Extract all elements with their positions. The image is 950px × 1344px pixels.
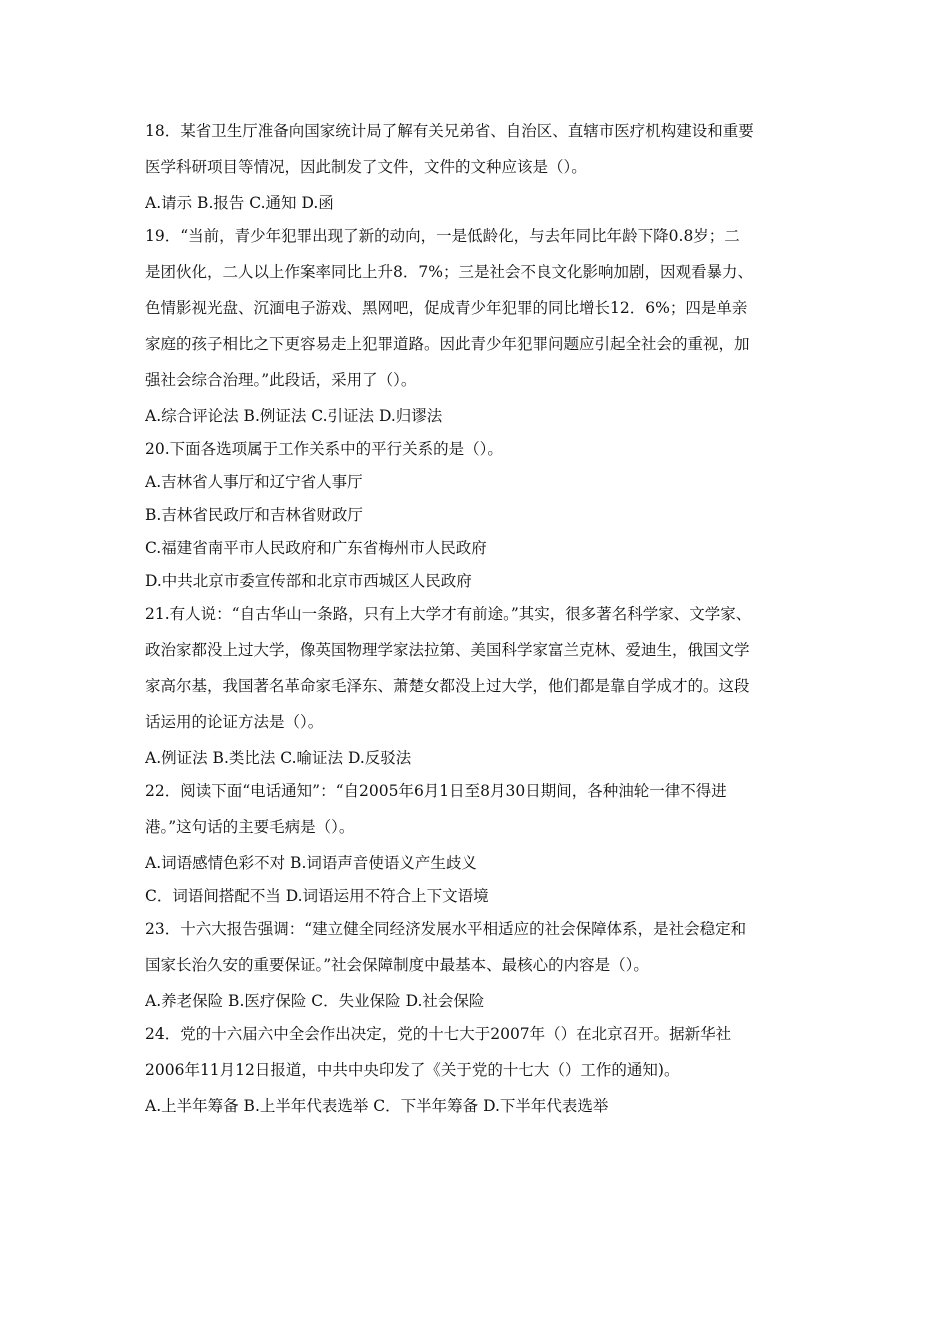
question-line: 2006年11月12日报道，中共中央印发了《关于党的十七大（）工作的通知)。	[145, 1061, 680, 1079]
option-line: A.上半年筹备 B.上半年代表选举 C．下半年筹备 D.下半年代表选举	[145, 1097, 609, 1115]
question-line: 21.有人说：“自古华山一条路，只有上大学才有前途。”其实，很多著名科学家、文学家、	[145, 605, 752, 623]
question-line: 23．十六大报告强调：“建立健全同经济发展水平相适应的社会保障体系，是社会稳定和	[145, 920, 747, 938]
option-line: A.养老保险 B.医疗保险 C．失业保险 D.社会保险	[145, 992, 485, 1010]
question-line: 港。”这句话的主要毛病是（）。	[145, 818, 355, 836]
question-line: 24．党的十六届六中全会作出决定，党的十七大于2007年（）在北京召开。据新华社	[145, 1025, 732, 1043]
question-line: 医学科研项目等情况，因此制发了文件，文件的文种应该是（）。	[145, 158, 587, 176]
option-line: B.吉林省民政厅和吉林省财政厅	[145, 506, 363, 524]
option-line: A.请示 B.报告 C.通知 D.函	[145, 194, 334, 212]
option-line: 20.下面各选项属于工作关系中的平行关系的是（）。	[145, 440, 503, 458]
option-line: C．词语间搭配不当 D.词语运用不符合上下文语境	[145, 887, 489, 905]
question-line: 家高尔基，我国著名革命家毛泽东、萧楚女都没上过大学，他们都是靠自学成才的。这段	[145, 677, 750, 695]
option-line: A.例证法 B.类比法 C.喻证法 D.反驳法	[145, 749, 412, 767]
question-line: 话运用的论证方法是（）。	[145, 713, 324, 731]
document-body	[145, 121, 835, 1129]
question-line: 政治家都没上过大学，像英国物理学家法拉第、美国科学家富兰克林、爱迪生，俄国文学	[145, 641, 750, 659]
question-line: 色情影视光盘、沉湎电子游戏、黑网吧，促成青少年犯罪的同比增长12．6%；四是单亲	[145, 299, 748, 317]
option-line: D.中共北京市委宣传部和北京市西城区人民政府	[145, 572, 472, 590]
question-line: 是团伙化，二人以上作案率同比上升8．7%；三是社会不良文化影响加剧，因观看暴力、	[145, 263, 753, 281]
question-line: 19．“当前，青少年犯罪出现了新的动向，一是低龄化，与去年同比年龄下降0.8岁；二	[145, 227, 740, 245]
option-line: A.词语感情色彩不对 B.词语声音使语义产生歧义	[145, 854, 477, 872]
question-line: 强社会综合治理。”此段话，采用了（）。	[145, 371, 417, 389]
option-line: A.吉林省人事厅和辽宁省人事厅	[145, 473, 363, 491]
question-line: 家庭的孩子相比之下更容易走上犯罪道路。因此青少年犯罪问题应引起全社会的重视，加	[145, 335, 750, 353]
option-line: A.综合评论法 B.例证法 C.引证法 D.归谬法	[145, 407, 443, 425]
question-line: 18．某省卫生厅准备向国家统计局了解有关兄弟省、自治区、直辖市医疗机构建设和重要	[145, 122, 754, 140]
question-line: 22．阅读下面“电话通知”：“自2005年6月1日至8月30日期间，各种油轮一律不得进	[145, 782, 727, 800]
option-line: C.福建省南平市人民政府和广东省梅州市人民政府	[145, 539, 487, 557]
question-line: 国家长治久安的重要保证。”社会保障制度中最基本、最核心的内容是（）。	[145, 956, 649, 974]
